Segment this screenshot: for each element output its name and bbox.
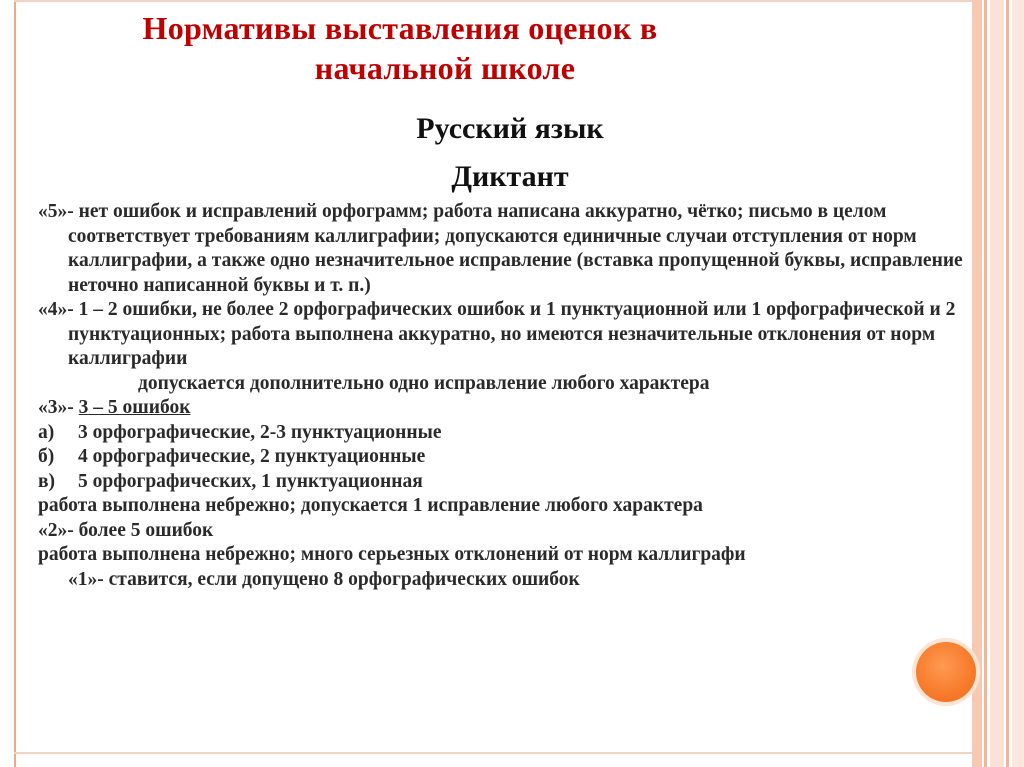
grade-2-note: работа выполнена небрежно; много серьезных отклонений от норм каллиграфи [38, 544, 746, 565]
grade-2-criteria: «2»- более 5 ошибок [38, 519, 214, 541]
stripe [984, 0, 987, 767]
decorative-stripes [972, 0, 1024, 767]
stripe [1006, 0, 1009, 767]
title-line-1: Нормативы выставления оценок в [142, 10, 658, 46]
list-item-text: 3 орфографические, 2-3 пунктуационные [78, 421, 442, 443]
grade-3-criteria [38, 396, 968, 421]
list-marker: а) [38, 421, 55, 443]
list-item [38, 470, 968, 495]
grade-4-extra: допускается дополнительно одно исправление любого характера [138, 372, 710, 394]
title-line-2: начальной школе [314, 50, 576, 86]
grade-3-prefix: «3»- [38, 397, 79, 418]
list-marker: в) [38, 470, 56, 492]
list-item-text: 5 орфографических, 1 пунктуационная [78, 470, 423, 492]
grade-3-note: работа выполнена небрежно; допускается 1 исправление любого характера [38, 495, 703, 516]
grade-5-criteria: «5»- нет ошибок и исправлений орфограмм; работа написана аккуратно, чётко; письмо в целом соответствует требованиям каллиграфии; допускаются единичные случаи отступления от норм каллиграфии, а также одно незначительное исправление (вставка пропущенной буквы, исправление неточно написанной буквы и т. п.) [38, 201, 963, 296]
decorative-circle [916, 642, 976, 702]
frame-left-line [14, 0, 16, 767]
list-marker: б) [38, 446, 55, 467]
grading-criteria [38, 200, 968, 592]
slide-title [60, 8, 880, 88]
stripe [972, 0, 982, 767]
subject-heading: Русский язык [416, 112, 604, 145]
work-type-heading: Диктант [451, 160, 569, 193]
frame-bottom-line [14, 752, 974, 754]
stripe [990, 0, 1004, 767]
stripe [1012, 0, 1024, 767]
grade-3-errors: 3 – 5 ошибок [78, 397, 191, 418]
list-item [38, 421, 968, 446]
grade-1-criteria: «1»- ставится, если допущено 8 орфографических ошибок [68, 568, 580, 590]
grade-4-criteria: «4»- 1 – 2 ошибки, не более 2 орфографических ошибок и 1 пунктуационной или 1 орфографической и 2 пунктуационных; работа выполнена аккуратно, но имеются незначительные отклонения от норм каллиграфии [38, 299, 956, 369]
frame-top-line [14, 0, 974, 2]
list-item-text: 4 орфографические, 2 пунктуационные [78, 446, 426, 467]
list-item [38, 445, 968, 470]
